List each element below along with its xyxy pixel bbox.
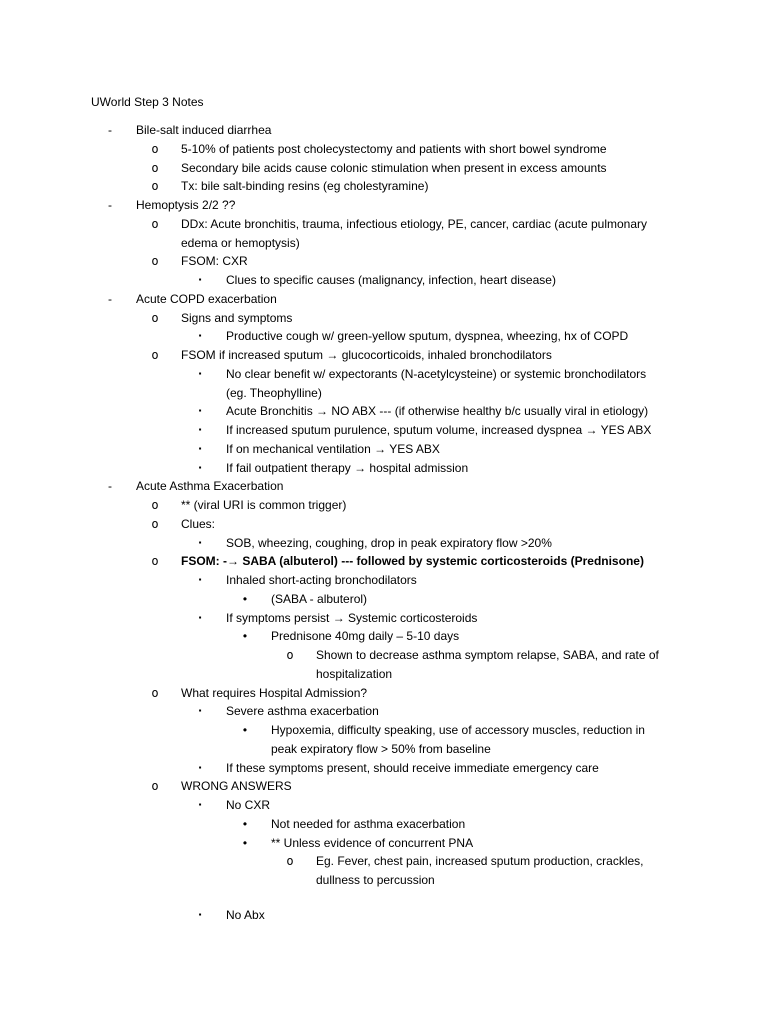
- note-line: ** (viral URI is common trigger): [181, 498, 347, 512]
- circle-bullet: o: [151, 516, 159, 531]
- note-line: Hemoptysis 2/2 ??: [136, 198, 236, 212]
- note-line: If increased sputum purulence, sputum volume, increased dyspnea → YES ABX: [226, 423, 652, 437]
- note-line: FSOM if increased sputum → glucocorticoids, inhaled bronchodilators: [181, 348, 552, 362]
- square-bullet: ▪: [198, 275, 202, 284]
- note-line: WRONG ANSWERS: [181, 779, 292, 794]
- square-bullet: ▪: [198, 331, 202, 341]
- circle-bullet: o: [151, 179, 159, 194]
- note-line: If these symptoms present, should receive immediate emergency care: [226, 760, 599, 775]
- document-title: UWorld Step 3 Notes: [91, 95, 204, 109]
- note-line: dullness to percussion: [316, 873, 435, 887]
- square-bullet: ▪: [198, 368, 202, 378]
- square-bullet: ▪: [198, 612, 202, 622]
- dash-bullet: -: [108, 198, 112, 212]
- note-line: Not needed for asthma exacerbation: [271, 816, 466, 831]
- note-line: (SABA - albuterol): [271, 591, 368, 606]
- note-line: No Abx: [226, 907, 265, 922]
- dot-bullet: •: [242, 591, 248, 606]
- note-line: FSOM: -→ SABA (albuterol) --- followed by systemic corticosteroids (Prednisone): [181, 554, 644, 569]
- circle-bullet: o: [151, 554, 159, 569]
- square-bullet: ▪: [198, 909, 202, 919]
- note-line: Tx: bile salt-binding resins (eg cholestyramine): [181, 179, 429, 194]
- note-line: peak expiratory flow > 50% from baseline: [271, 741, 491, 756]
- square-bullet: ▪: [198, 762, 202, 772]
- dash-bullet: -: [108, 479, 112, 494]
- circle-bullet: o: [151, 685, 159, 700]
- note-line: No CXR: [226, 798, 271, 812]
- circle-bullet: o: [151, 216, 159, 231]
- circle-bullet: o: [151, 254, 159, 269]
- square-bullet: ▪: [198, 462, 202, 472]
- note-line: Acute COPD exacerbation: [136, 291, 277, 306]
- circle-bullet: o: [151, 310, 159, 325]
- note-line: Secondary bile acids cause colonic stimulation when present in excess amounts: [181, 160, 607, 175]
- note-line: Severe asthma exacerbation: [226, 704, 379, 719]
- note-line: Bile-salt induced diarrhea: [136, 123, 272, 137]
- square-bullet: ▪: [198, 537, 202, 547]
- circle-bullet: o: [286, 648, 294, 662]
- circle-bullet: o: [151, 348, 159, 362]
- note-line: Hypoxemia, difficulty speaking, use of accessory muscles, reduction in: [271, 723, 645, 737]
- square-bullet: ▪: [198, 706, 202, 716]
- square-bullet: ▪: [198, 800, 202, 809]
- note-line: Shown to decrease asthma symptom relapse, SABA, and rate of: [316, 648, 659, 662]
- note-line: Clues to specific causes (malignancy, infection, heart disease): [226, 273, 556, 287]
- note-line: Eg. Fever, chest pain, increased sputum production, crackles,: [316, 854, 644, 869]
- dash-bullet: -: [108, 123, 112, 137]
- note-line: edema or hemoptysis): [181, 235, 300, 250]
- note-line: Acute Asthma Exacerbation: [136, 479, 284, 494]
- note-line: Inhaled short-acting bronchodilators: [226, 573, 417, 587]
- note-line: SOB, wheezing, coughing, drop in peak expiratory flow >20%: [226, 535, 552, 550]
- note-line: 5-10% of patients post cholecystectomy and patients with short bowel syndrome: [181, 141, 607, 156]
- note-line: Productive cough w/ green-yellow sputum, dyspnea, wheezing, hx of COPD: [226, 329, 629, 344]
- circle-bullet: o: [151, 498, 159, 512]
- square-bullet: ▪: [198, 425, 202, 434]
- dot-bullet: •: [242, 835, 248, 850]
- note-line: Signs and symptoms: [181, 310, 293, 325]
- dot-bullet: •: [242, 723, 248, 737]
- dot-bullet: •: [242, 816, 248, 831]
- note-line: FSOM: CXR: [181, 254, 248, 269]
- circle-bullet: o: [151, 160, 159, 175]
- note-line: If symptoms persist → Systemic corticosteroids: [226, 610, 478, 625]
- dash-bullet: -: [108, 291, 112, 306]
- note-line: Prednisone 40mg daily – 5-10 days: [271, 629, 460, 644]
- circle-bullet: o: [151, 779, 159, 794]
- square-bullet: ▪: [198, 575, 202, 584]
- note-line: (eg. Theophylline): [226, 385, 322, 400]
- note-line: No clear benefit w/ expectorants (N-acetylcysteine) or systemic bronchodilators: [226, 366, 647, 381]
- note-line: DDx: Acute bronchitis, trauma, infectious etiology, PE, cancer, cardiac (acute pulmonary: [181, 216, 647, 231]
- square-bullet: ▪: [198, 406, 202, 416]
- square-bullet: ▪: [198, 443, 202, 453]
- dot-bullet: •: [242, 629, 248, 644]
- note-line: Clues:: [181, 516, 216, 531]
- note-line: hospitalization: [316, 666, 393, 681]
- note-line: ** Unless evidence of concurrent PNA: [271, 835, 474, 850]
- circle-bullet: o: [286, 854, 294, 869]
- note-line: If on mechanical ventilation → YES ABX: [226, 441, 440, 456]
- note-line: Acute Bronchitis → NO ABX --- (if otherwise healthy b/c usually viral in etiology): [226, 404, 649, 419]
- circle-bullet: o: [151, 141, 159, 156]
- note-line: If fail outpatient therapy → hospital admission: [226, 460, 469, 475]
- note-line: What requires Hospital Admission?: [181, 685, 368, 700]
